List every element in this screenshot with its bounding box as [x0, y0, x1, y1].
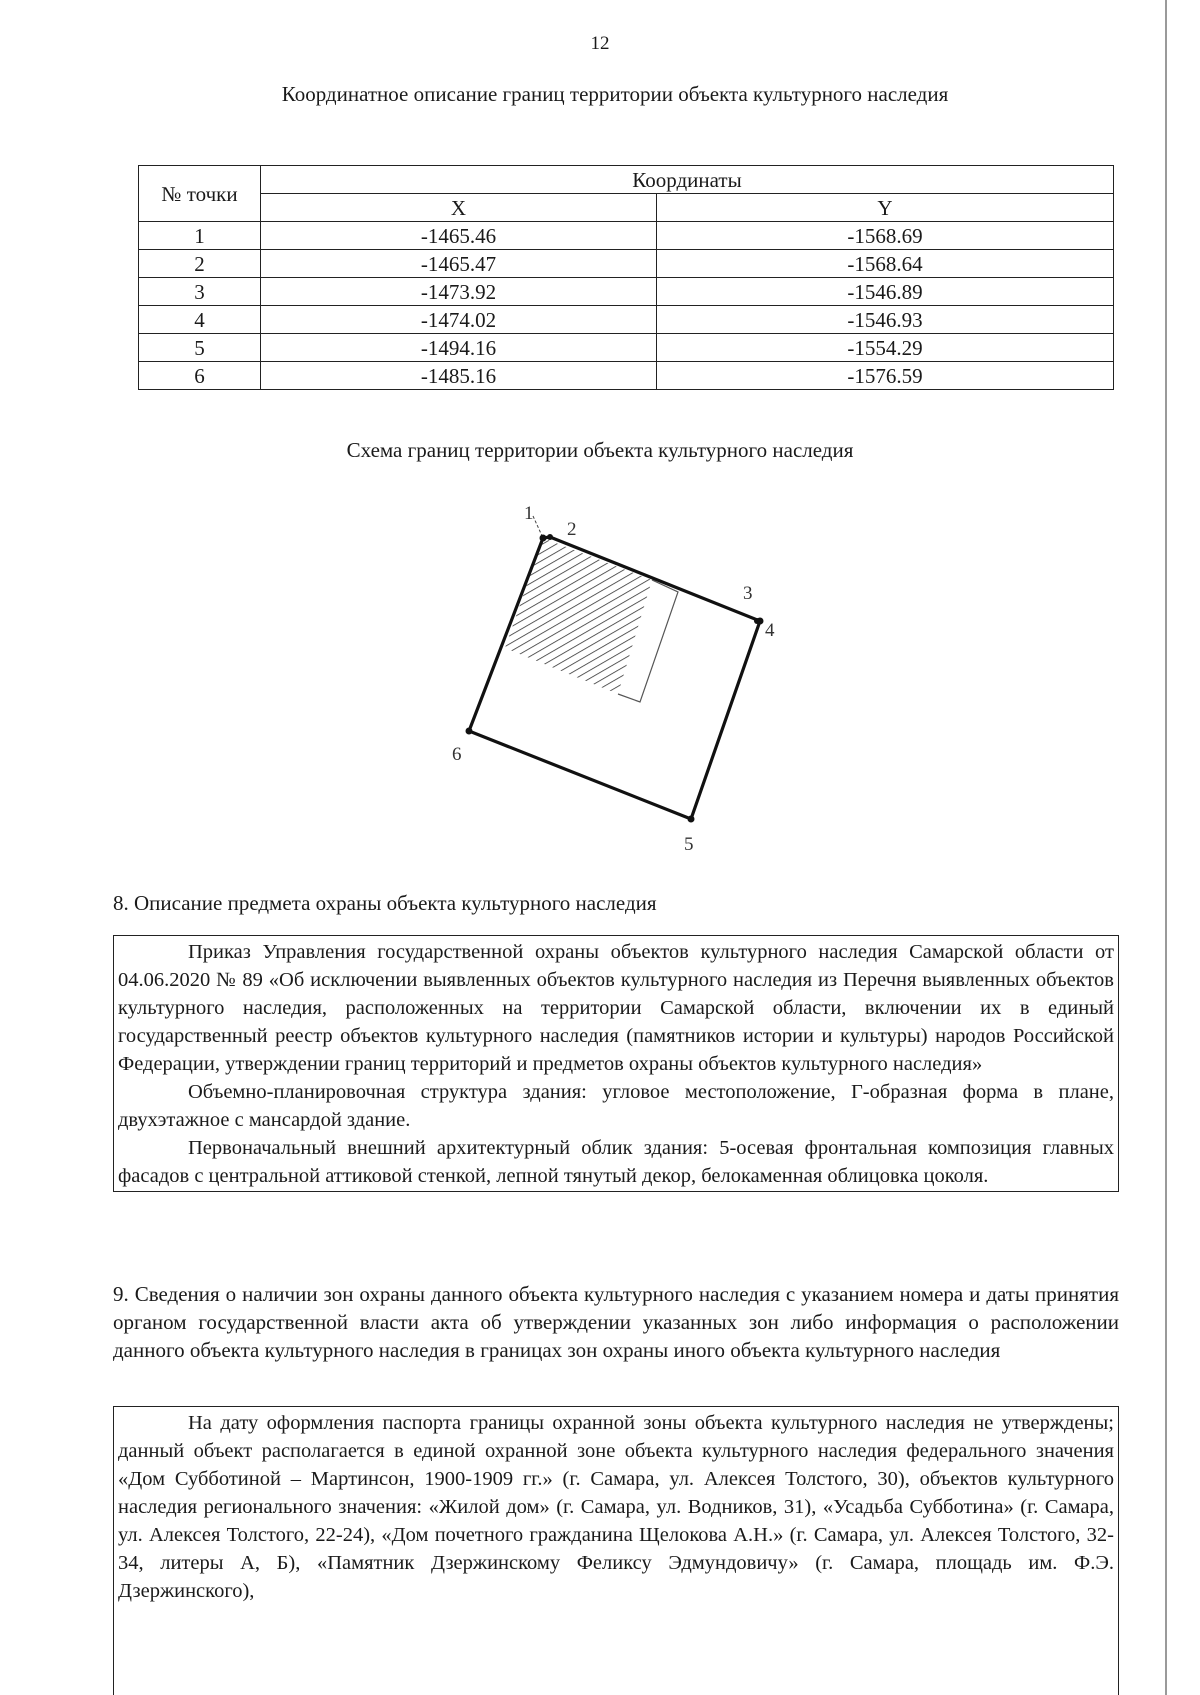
y-cell: -1546.93 — [657, 306, 1114, 334]
y-cell: -1546.89 — [657, 278, 1114, 306]
header-y: Y — [657, 194, 1114, 222]
x-cell: -1494.16 — [261, 334, 657, 362]
point-cell: 3 — [139, 278, 261, 306]
x-cell: -1465.47 — [261, 250, 657, 278]
paragraph: На дату оформления паспорта границы охранной зоны объекта культурного наследия не утверждены; данный объект располагается в единой охранной зоне объекта культурного наследия федерального значения «Дом Субботиной – Мартинсон, 1900-1909 гг.» (г. Самара, ул. Алексея Толстого, 30), объектов культурного наследия регионального значения: «Жилой дом» (г. Самара, ул. Водников, 31), «Усадьба Субботина» (г. Самара, ул. Алексея Толстого, 22-24), «Дом почетного гражданина Щелокова А.Н.» (г. Самара, ул. Алексея Толстого, 32-34, литеры А, Б), «Памятник Дзержинскому Феликсу Эдмундовичу» (г. Самара, площадь им. Ф.Э. Дзержинского), — [118, 1412, 1114, 1602]
y-cell: -1576.59 — [657, 362, 1114, 390]
point-cell: 1 — [139, 222, 261, 250]
y-cell: -1568.69 — [657, 222, 1114, 250]
header-point-number: № точки — [139, 166, 261, 222]
building-hatched-area — [505, 538, 652, 694]
point-label: 6 — [452, 744, 462, 765]
section-8-heading: 8. Описание предмета охраны объекта культурного наследия — [113, 891, 657, 915]
paragraph: Первоначальный внешний архитектурный облик здания: 5-осевая фронтальная композиция главных фасадов с центральной аттиковой стенкой, лепной тянутый декор, белокаменная облицовка цоколя. — [118, 1137, 1114, 1187]
point-cell: 2 — [139, 250, 261, 278]
point-marker — [688, 816, 695, 823]
point-marker — [757, 618, 764, 625]
point-marker — [466, 728, 473, 735]
coordinates-title: Координатное описание границ территории объекта культурного наследия — [281, 82, 949, 106]
point-label: 1 — [524, 503, 534, 524]
scheme-title: Схема границ территории объекта культурного наследия — [346, 438, 854, 462]
paragraph: Приказ Управления государственной охраны объектов культурного наследия Самарской области от 04.06.2020 № 89 «Об исключении выявленных объектов культурного наследия из Перечня выявленных объектов культурного наследия, расположенных на территории Самарской области, включении их в единый государственный реестр объектов культурного наследия (памятников истории и культуры) народов Российской Федерации, утверждении границ территорий и предметов охраны объектов культурного наследия» — [118, 941, 1114, 1075]
page-number: 12 — [590, 33, 610, 54]
point-label: 2 — [567, 519, 577, 540]
x-cell: -1474.02 — [261, 306, 657, 334]
x-cell: -1485.16 — [261, 362, 657, 390]
point-marker — [540, 535, 547, 542]
leader-line — [533, 516, 543, 538]
point-cell: 6 — [139, 362, 261, 390]
x-cell: -1473.92 — [261, 278, 657, 306]
header-x: X — [261, 194, 657, 222]
section-9-heading: 9. Сведения о наличии зон охраны данного объекта культурного наследия с указанием номера и даты принятия органом государственной власти акта об утверждении указанных зон либо информация о расположении данного объекта культурного наследия в границах зон охраны иного объекта культурного наследия — [113, 1282, 1119, 1362]
point-cell: 4 — [139, 306, 261, 334]
header-coordinates: Координаты — [261, 166, 1114, 194]
paragraph: Объемно-планировочная структура здания: угловое местоположение, Г-образная форма в плане, двухэтажное с мансардой здание. — [118, 1081, 1114, 1131]
y-cell: -1554.29 — [657, 334, 1114, 362]
protection-zones-box — [113, 1406, 1119, 1695]
point-label: 5 — [684, 834, 694, 855]
x-cell: -1465.46 — [261, 222, 657, 250]
point-marker — [547, 534, 553, 540]
point-cell: 5 — [139, 334, 261, 362]
protection-subject-box — [113, 935, 1119, 1192]
point-label: 3 — [743, 583, 753, 604]
point-label: 4 — [765, 620, 775, 641]
y-cell: -1568.64 — [657, 250, 1114, 278]
